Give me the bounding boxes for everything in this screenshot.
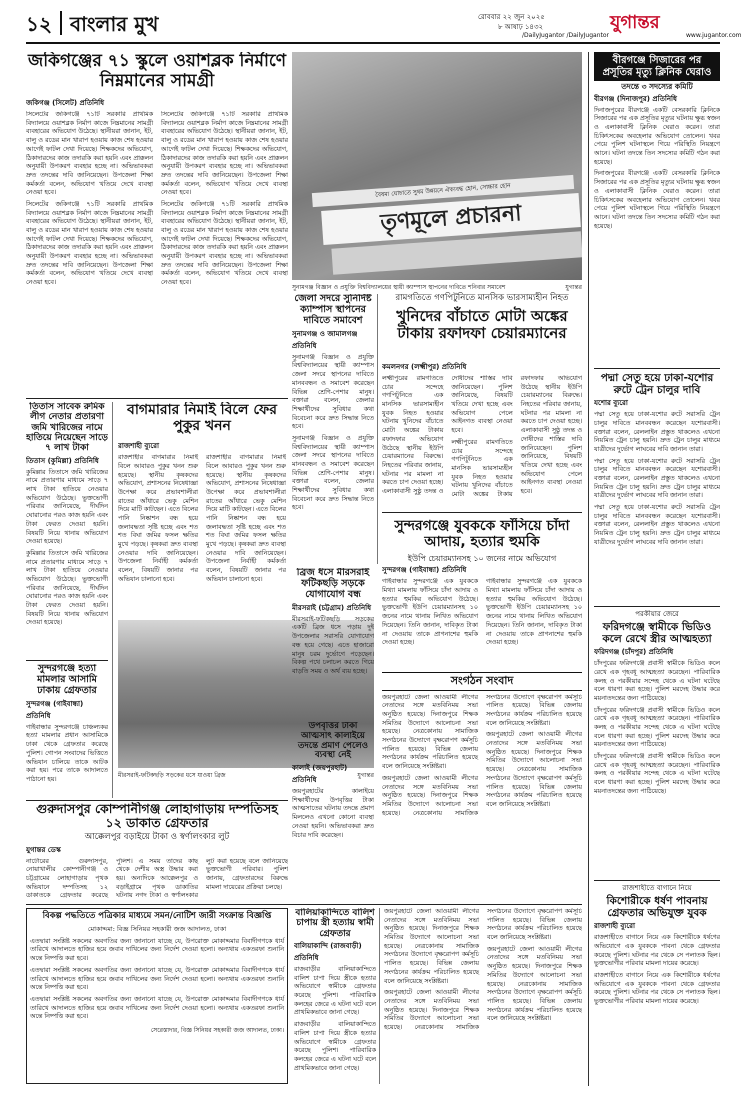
story-padma-train (594, 372, 720, 604)
page-number: ১২ (26, 12, 52, 36)
story-text: রাজশাহীর বাগমারার নিমাই বিলে আবারও পুকুর খনন শুরু হয়েছে। স্থানীয় কৃষকদের অভিযোগ, প্রশাসনের নিষেধাজ্ঞা উপেক্ষা করে প্রভাবশালীরা রাতের আঁধারে ভেকু মেশিন দিয়ে মাটি কাটছেন। এতে বিলের পানি নিষ্কাশন বন্ধ হয়ে জলাবদ্ধতা সৃষ্টি হচ্ছে এবং শত শত বিঘা জমির ফসল ক্ষতির মুখে পড়ছে। কৃষকরা দ্রুত ব্যবস্থা নেওয়ার দাবি জানিয়েছেন। উপজেলা নির্বাহী কর্মকর্তা বলেন, বিষয়টি জানার পর অভিযান চালানো হবে। (118, 454, 198, 583)
headline: বালিয়াকান্দিতে বালিশ চাপায় স্ত্রী হত্যায় স্বামী গ্রেফতার (295, 908, 375, 939)
story-body (118, 454, 286, 614)
headline: কিশোরীকে ধর্ষণ পাবনায় গ্রেফতার অভিযুক্ত যুবক (606, 895, 708, 920)
story-text: রাজশাহীতে বাগানে নিয়ে এক কিশোরীকে ধর্ষণের অভিযোগে এক যুবককে পাবনা থেকে গ্রেফতার করেছে পুলিশ। ঘটনার পর থেকে সে পলাতক ছিল। ভুক্তভোগীর পরিবার মামলা দায়ের করেছে। (594, 971, 720, 1005)
section-rule (382, 512, 582, 513)
story-text: জয়পুরহাটে জেলা আওয়ামী লীগের নেতাদের সঙ্গে মতবিনিময় সভা অনুষ্ঠিত হয়েছে। দিনাজপুরে শিক্ষক সমিতির উদ্যোগে আলোচনা সভা হয়েছে। নেত্রকোনায় সামাজিক সংগঠনের উদ্যোগে বৃক্ষরোপণ কর্মসূচি পালিত হয়েছে। বিভিন্ন জেলায় সংগঠনের কার্যক্রম পরিচালিত হয়েছে বলে জানিয়েছে সংশ্লিষ্টরা। (486, 731, 582, 808)
headline: ফরিদগঞ্জে স্বামীকে ভিডিও কলে রেখে স্ত্রীর আত্মহত্যা (602, 621, 712, 646)
story-body (26, 111, 288, 391)
header-date-bangla: ৮ আষাঢ় ১৪৩২ (498, 23, 544, 31)
story-text: সিলেটের জকিগঞ্জে ৭১টি সরকারি প্রাথমিক বিদ্যালয়ে ওয়াশব্লক নির্মাণ কাজে নিম্নমানের সামগ্রী ব্যবহারের অভিযোগ উঠেছে। স্থানীয়রা জানান, ইট, বালু ও রডের মান খারাপ হওয়ায় কাজ শেষ হওয়ার আগেই ফাটল দেখা দিয়েছে। শিক্ষকদের অভিযোগ, ঠিকাদারদের কাজ তদারকি করা হয়নি এবং প্রাক্কলন অনুযায়ী উপকরণ ব্যবহার হচ্ছে না। অভিভাবকরা দ্রুত তদন্তের দাবি জানিয়েছেন। উপজেলা শিক্ষা কর্মকর্তা বলেন, অভিযোগ খতিয়ে দেখে ব্যবস্থা নেওয়া হবে। (161, 111, 288, 197)
notice-footer: সেরেস্তাদার, বিজ্ঞ সিনিয়র সহকারী জজ আদালত, ঢাকা। (150, 1026, 284, 1034)
banner-top-text: বৈষম্য ঘোচাতে সুষম উন্নয়নে ঐক্যবদ্ধ হোন, সোচ্চার হোন (375, 182, 511, 199)
organization-news (382, 672, 582, 898)
story-bagmara (118, 402, 286, 616)
story-text: সিলেটের জকিগঞ্জে ৭১টি সরকারি প্রাথমিক বিদ্যালয়ে ওয়াশব্লক নির্মাণ কাজে নিম্নমানের সামগ্রী ব্যবহারের অভিযোগ উঠেছে। স্থানীয়রা জানান, ইট, বালু ও রডের মান খারাপ হওয়ায় কাজ শেষ হওয়ার আগেই ফাটল দেখা দিয়েছে। শিক্ষকদের অভিযোগ, ঠিকাদারদের কাজ তদারকি করা হয়নি এবং প্রাক্কলন অনুযায়ী উপকরণ ব্যবহার হচ্ছে না। অভিভাবকরা দ্রুত তদন্তের দাবি জানিয়েছেন। উপজেলা শিক্ষা কর্মকর্তা বলেন, অভিযোগ খতিয়ে দেখে ব্যবস্থা নেওয়া হবে। (26, 111, 153, 197)
story-text: পদ্মা সেতু হয়ে ঢাকা-যশোর রুটে সরাসরি ট্রেন চালুর দাবিতে মানববন্ধন করেছেন যশোরবাসী। বক্তারা বলেন, রেললাইন প্রস্তুত থাকলেও এখনো নিয়মিত ট্রেন চালু হয়নি। দ্রুত ট্রেন চালুর মাধ্যমে যাত্রীদের দুর্ভোগ লাঘবের দাবি জানান তারা। (594, 457, 720, 500)
story-body (382, 375, 582, 508)
court-notice (26, 908, 288, 1084)
headline: বীরগঞ্জে সিজারের পর প্রসূতির মৃত্যু ক্লিনিক ঘেরাও (602, 55, 712, 78)
story-faridganj (594, 610, 720, 878)
story-text: চাঁদপুরের ফরিদগঞ্জে প্রবাসী স্বামীকে ভিডিও কলে রেখে এক গৃহবধূ আত্মহত্যা করেছেন। পারিবারিক কলহ ও পরকীয়ার সন্দেহ থেকে এ ঘটনা ঘটেছে বলে ধারণা করা হচ্ছে। পুলিশ মরদেহ উদ্ধার করে ময়নাতদন্তের জন্য পাঠিয়েছে। (594, 753, 720, 795)
byline: বালিয়াকান্দি (রাজবাড়ী) প্রতিনিধি (294, 942, 362, 963)
story-text: দিনাজপুরের বীরগঞ্জে একটি বেসরকারি ক্লিনিকে সিজারের পর এক প্রসূতির মৃত্যুর ঘটনায় ক্ষুব্ধ স্বজন ও এলাকাবাসী ক্লিনিক ঘেরাও করেন। তারা চিকিৎসকের অবহেলার অভিযোগ তোলেন। খবর পেয়ে পুলিশ ঘটনাস্থলে গিয়ে পরিস্থিতি নিয়ন্ত্রণে আনে। ঘটনা তদন্তে তিন সদস্যের কমিটি গঠন করা হয়েছে। (594, 106, 720, 166)
story-text: সিলেটের জকিগঞ্জে ৭১টি সরকারি প্রাথমিক বিদ্যালয়ে ওয়াশব্লক নির্মাণ কাজে নিম্নমানের সামগ্রী ব্যবহারের অভিযোগ উঠেছে। স্থানীয়রা জানান, ইট, বালু ও রডের মান খারাপ হওয়ায় কাজ শেষ হওয়ার আগেই ফাটল দেখা দিয়েছে। শিক্ষকদের অভিযোগ, ঠিকাদারদের কাজ তদারকি করা হয়নি এবং প্রাক্কলন অনুযায়ী উপকরণ ব্যবহার হচ্ছে না। অভিভাবকরা দ্রুত তদন্তের দাবি জানিয়েছেন। উপজেলা শিক্ষা কর্মকর্তা বলেন, অভিযোগ খতিয়ে দেখে ব্যবস্থা নেওয়া হবে। (26, 200, 153, 287)
byline: রাজশাহী ব্যুরো (118, 442, 160, 451)
story-text: রাজশাহীর বাগমারার নিমাই বিলে আবারও পুকুর খনন শুরু হয়েছে। স্থানীয় কৃষকদের অভিযোগ, প্রশাসনের নিষেধাজ্ঞা উপেক্ষা করে প্রভাবশালীরা রাতের আঁধারে ভেকু মেশিন দিয়ে মাটি কাটছেন। এতে বিলের পানি নিষ্কাশন বন্ধ হয়ে জলাবদ্ধতা সৃষ্টি হচ্ছে এবং শত শত বিঘা জমির ফসল ক্ষতির মুখে পড়ছে। কৃষকরা দ্রুত ব্যবস্থা নেওয়ার দাবি জানিয়েছেন। উপজেলা নির্বাহী কর্মকর্তা বলেন, বিষয়টি জানার পর অভিযান চালানো হবে। (206, 454, 286, 583)
story-text: রাজবাড়ীর বালিয়াকান্দিতে বালিশ চাপা দিয়ে স্ত্রীকে হত্যার অভিযোগে স্বামীকে গ্রেফতার করেছে পুলিশ। পারিবারিক কলহের জেরে এ ঘটনা ঘটে বলে প্রাথমিকভাবে জানা গেছে। (294, 1021, 376, 1072)
byline: জকিগঞ্জ (সিলেট) প্রতিনিধি (26, 99, 105, 108)
story-text: পদ্মা সেতু হয়ে ঢাকা-যশোর রুটে সরাসরি ট্রেন চালুর দাবিতে মানববন্ধন করেছেন যশোরবাসী। বক্তারা বলেন, রেললাইন প্রস্তুত থাকলেও এখনো নিয়মিত ট্রেন চালু হয়নি। দ্রুত ট্রেন চালুর মাধ্যমে যাত্রীদের দুর্ভোগ লাঘবের দাবি জানান তারা। (594, 411, 720, 453)
headline: ব্রিজ ধসে মীরসরাই ফটিকছড়ি সড়কে যোগাযোগ বন্ধ (296, 568, 370, 600)
story-text: কুমিল্লার তিতাসে জমি খারিজের নামে প্রতারণার মাধ্যমে সাড়ে ৭ লাখ টাকা হাতিয়ে নেওয়ার অভিযোগ উঠেছে। ভুক্তভোগী পরিবার জানিয়েছে, দীর্ঘদিন ঘোরানোর পরও কাজ হয়নি এবং টাকা ফেরত দেওয়া হয়নি। বিষয়টি নিয়ে থানায় অভিযোগ দেওয়া হয়েছে। (26, 549, 108, 627)
notice-text: এতদ্বারা সংশ্লিষ্ট সকলের অবগতির জন্য জানানো যাচ্ছে যে, উপরোক্ত মোকাদ্দমার বিবাদীগণকে ধার্য তারিখে আদালতে হাজির হয়ে জবাব দাখিলের জন্য নির্দেশ দেওয়া হলো। অন্যথায় একতরফা শুনানি অন্তে নিষ্পত্তি করা হবে। (30, 937, 284, 963)
story-ramgati-body (382, 360, 582, 508)
story-text: জয়পুরহাটে জেলা আওয়ামী লীগের নেতাদের সঙ্গে মতবিনিময় সভা অনুষ্ঠিত হয়েছে। দিনাজপুরে শিক্ষক সমিতির উদ্যোগে আলোচনা সভা হয়েছে। নেত্রকোনায় সামাজিক সংগঠনের উদ্যোগে বৃক্ষরোপণ কর্মসূচি পালিত হয়েছে। বিভিন্ন জেলায় সংগঠনের কার্যক্রম পরিচালিত হয়েছে বলে জানিয়েছে সংশ্লিষ্টরা। (382, 693, 582, 817)
section-rule (26, 398, 288, 399)
byline: তিতাস (কুমিল্লা) প্রতিনিধি (26, 456, 99, 465)
byline: ফরিদগঞ্জ (চাঁদপুর) প্রতিনিধি (594, 648, 674, 657)
story-text: রাজবাড়ীর বালিয়াকান্দিতে বালিশ চাপা দিয়ে স্ত্রীকে হত্যার অভিযোগে স্বামীকে গ্রেফতার করেছে পুলিশ। পারিবারিক কলহের জেরে এ ঘটনা ঘটে বলে প্রাথমিকভাবে জানা গেছে। (294, 966, 376, 1017)
byline: মীরসরাই (চট্টগ্রাম) প্রতিনিধি (292, 603, 372, 612)
byline: সুন্দরগঞ্জ (গাইবান্ধা) প্রতিনিধি (382, 566, 467, 575)
story-text: চাঁদপুরের ফরিদগঞ্জে প্রবাসী স্বামীকে ভিডিও কলে রেখে এক গৃহবধূ আত্মহত্যা করেছেন। পারিবারিক কলহ ও পরকীয়ার সন্দেহ থেকে এ ঘটনা ঘটেছে বলে ধারণা করা হচ্ছে। পুলিশ মরদেহ উদ্ধার করে ময়নাতদন্তের জন্য পাঠিয়েছে। (594, 706, 720, 749)
story-text: মীরসরাই-ফটিকছড়ি সড়কের একটি ব্রিজ ধসে পড়ায় দুই উপজেলার সরাসরি যোগাযোগ বন্ধ হয়ে গেছে। এতে হাজারো মানুষ চরম দুর্ভোগে পড়েছেন। বিকল্প পথে চলাচল করতে গিয়ে বাড়তি সময় ও অর্থ ব্যয় হচ্ছে। (292, 615, 374, 675)
section-rule (26, 904, 582, 905)
story-kalai (292, 722, 374, 898)
photo-caption (292, 282, 582, 293)
photo-credit: যুগান্তর (565, 284, 582, 291)
byline: কমলনগর (লক্ষ্মীপুর) প্রতিনিধি (382, 363, 467, 371)
kicker: রামগতিতে গণপিটুনিতে মানসিক ভারসাম্যহীন নিহত (395, 293, 569, 303)
byline: সুনামগঞ্জ ও জামালগঞ্জ প্রতিনিধি (292, 329, 358, 350)
header-date: রোববার ২২ জুন ২০২৫ (478, 13, 545, 21)
headline: উপবৃত্তির টাকা আত্মসাৎ কালাইয়ে তদন্তে প্রমাণ পেলেও ব্যবস্থা নেই (298, 722, 368, 761)
section-heading: সংগঠন সংবাদ (382, 672, 582, 691)
headline-box (594, 52, 720, 81)
section-rule (594, 368, 720, 369)
subhead: ইউপি চেয়ারম্যানসহ ১০ জনের নামে অভিযোগ (407, 554, 557, 564)
byline: সুন্দরগঞ্জ (গাইবান্ধা) প্রতিনিধি (26, 699, 84, 720)
story-text: জয়পুরহাটে জেলা আওয়ামী লীগের নেতাদের সঙ্গে মতবিনিময় সভা অনুষ্ঠিত হয়েছে। দিনাজপুরে শিক্ষক সমিতির উদ্যোগে আলোচনা সভা হয়েছে। নেত্রকোনায় সামাজিক সংগঠনের উদ্যোগে বৃক্ষরোপণ কর্মসূচি পালিত হয়েছে। বিভিন্ন জেলায় সংগঠনের কার্যক্রম পরিচালিত হয়েছে বলে জানিয়েছে সংশ্লিষ্টরা। (384, 908, 479, 985)
story-body (26, 858, 288, 900)
header-rule (26, 42, 720, 44)
story-text: লক্ষ্মীপুরের রামগতিতে চোর সন্দেহে গণপিটুনিতে এক মানসিক ভারসাম্যহীন যুবক নিহত হওয়ার ঘটনায় খুনিদের বাঁচাতে মোটা অঙ্কের টাকায় রফাদফার অভিযোগ উঠেছে স্থানীয় ইউপি চেয়ারম্যানের বিরুদ্ধে। নিহতের পরিবার জানায়, ঘটনার পর মামলা না করতে চাপ দেওয়া হচ্ছে। এলাকাবাসী সুষ্ঠু তদন্ত ও দোষীদের শাস্তির দাবি জানিয়েছেন। পুলিশ জানিয়েছে, বিষয়টি খতিয়ে দেখা হচ্ছে এবং অভিযোগ পেলে আইনগত ব্যবস্থা নেওয়া হবে। (451, 375, 582, 498)
byline: রাজশাহী ব্যুরো (594, 922, 636, 931)
story-text: গাইবান্ধার সুন্দরগঞ্জে এক যুবককে মিথ্যা মামলায় ফাঁসিয়ে চাঁদা আদায় ও হত্যার হুমকির অভিযোগ উঠেছে। ভুক্তভোগী ইউপি চেয়ারম্যানসহ ১০ জনের নামে থানায় লিখিত অভিযোগ দিয়েছেন। তিনি জানান, দাবিকৃত টাকা না দেওয়ায় তাকে প্রাণনাশের হুমকি দেওয়া হচ্ছে। (486, 578, 582, 647)
subhead: আক্কেলপুর বড়াইয়ে টাকা ও স্বর্ণালংকার লুট (84, 831, 230, 842)
rally-photo (292, 52, 582, 280)
headline: গুরুদাসপুর কোম্পানীগঞ্জ লোহাগাড়ায় দম্পতিসহ ১২ ডাকাত গ্রেফতার (36, 802, 278, 831)
story-birganj (594, 52, 720, 366)
organization-news-continued (384, 908, 582, 1084)
banner-main-text: তৃণমূলে প্রচারনা (379, 201, 523, 236)
headline: পদ্মা সেতু হয়ে ঢাকা-যশোর রুটে ট্রেন চালুর দাবি (600, 372, 714, 397)
story-text: জয়পুরহাটের কালাইয়ে শিক্ষার্থীদের উপবৃত্তির টাকা আত্মসাতের ঘটনায় তদন্তে প্রমাণ মিললেও এখনো কোনো ব্যবস্থা নেওয়া হয়নি। অভিভাবকরা দ্রুত বিচার দাবি করেছেন। (292, 788, 374, 839)
kicker: পরকীয়ার জেরে (635, 610, 679, 618)
section-body (384, 908, 582, 1084)
section-rule (594, 880, 720, 881)
story-bridge (292, 568, 374, 718)
kicker: রাজশাহীতে বাগানে নিয়ে (622, 884, 692, 892)
story-body (382, 578, 582, 658)
story-text: জয়পুরহাটে জেলা আওয়ামী লীগের নেতাদের সঙ্গে মতবিনিময় সভা অনুষ্ঠিত হয়েছে। দিনাজপুরে শিক্ষক সমিতির উদ্যোগে আলোচনা সভা হয়েছে। নেত্রকোনায় সামাজিক সংগঠনের উদ্যোগে বৃক্ষরোপণ কর্মসূচি পালিত হয়েছে। বিভিন্ন জেলায় সংগঠনের কার্যক্রম পরিচালিত হয়েছে বলে জানিয়েছে সংশ্লিষ্টরা। (382, 693, 478, 771)
headline: জেলা সদরে সুনির্দিষ্ট ক্যাম্পাস স্থাপনের দাবিতে সমাবেশ (294, 294, 372, 326)
section-rule (26, 800, 288, 801)
story-text: জয়পুরহাটে জেলা আওয়ামী লীগের নেতাদের সঙ্গে মতবিনিময় সভা অনুষ্ঠিত হয়েছে। দিনাজপুরে শিক্ষক সমিতির উদ্যোগে আলোচনা সভা হয়েছে। নেত্রকোনায় সামাজিক সংগঠনের উদ্যোগে বৃক্ষরোপণ কর্মসূচি পালিত হয়েছে। বিভিন্ন জেলায় সংগঠনের কার্যক্রম পরিচালিত হয়েছে বলে জানিয়েছে সংশ্লিষ্টরা। (384, 908, 582, 1031)
story-text: কুমিল্লার তিতাসে জমি খারিজের নামে প্রতারণার মাধ্যমে সাড়ে ৭ লাখ টাকা হাতিয়ে নেওয়ার অভিযোগ উঠেছে। ভুক্তভোগী পরিবার জানিয়েছে, দীর্ঘদিন ঘোরানোর পরও কাজ হয়নি এবং টাকা ফেরত দেওয়া হয়নি। বিষয়টি নিয়ে থানায় অভিযোগ দেওয়া হয়েছে। (26, 468, 108, 546)
column-divider (379, 908, 380, 1084)
byline: যুগান্তর ডেস্ক (26, 845, 61, 854)
notice-text: এতদ্বারা সংশ্লিষ্ট সকলের অবগতির জন্য জানানো যাচ্ছে যে, উপরোক্ত মোকাদ্দমার বিবাদীগণকে ধার্য তারিখে আদালতে হাজির হয়ে জবাব দাখিলের জন্য নির্দেশ দেওয়া হলো। অন্যথায় একতরফা শুনানি অন্তে নিষ্পত্তি করা হবে। (30, 966, 284, 992)
story-text: সিলেটের জকিগঞ্জে ৭১টি সরকারি প্রাথমিক বিদ্যালয়ে ওয়াশব্লক নির্মাণ কাজে নিম্নমানের সামগ্রী ব্যবহারের অভিযোগ উঠেছে। স্থানীয়রা জানান, ইট, বালু ও রডের মান খারাপ হওয়ায় কাজ শেষ হওয়ার আগেই ফাটল দেখা দিয়েছে। শিক্ষকদের অভিযোগ, ঠিকাদারদের কাজ তদারকি করা হয়নি এবং প্রাক্কলন অনুযায়ী উপকরণ ব্যবহার হচ্ছে না। অভিভাবকরা দ্রুত তদন্তের দাবি জানিয়েছেন। উপজেলা শিক্ষা কর্মকর্তা বলেন, অভিযোগ খতিয়ে দেখে ব্যবস্থা নেওয়া হবে। (161, 200, 288, 287)
section-rule (26, 660, 108, 661)
headline: জকিগঞ্জের ৭১ স্কুলে ওয়াশব্লক নির্মাণে নিম্নমানের সামগ্রী (27, 52, 287, 91)
story-dacoits (26, 802, 288, 900)
byline: বীরগঞ্জ (দিনাজপুর) প্রতিনিধি (594, 94, 677, 103)
story-text: দিনাজপুরের বীরগঞ্জে একটি বেসরকারি ক্লিনিকে সিজারের পর এক প্রসূতির মৃত্যুর ঘটনায় ক্ষুব্ধ স্বজন ও এলাকাবাসী ক্লিনিক ঘেরাও করেন। তারা চিকিৎসকের অবহেলার অভিযোগ তোলেন। খবর পেয়ে পুলিশ ঘটনাস্থলে গিয়ে পরিস্থিতি নিয়ন্ত্রণে আনে। ঘটনা তদন্তে তিন সদস্যের কমিটি গঠন করা হয়েছে। (594, 170, 720, 230)
story-text: রাজশাহীতে বাগানে নিয়ে এক কিশোরীকে ধর্ষণের অভিযোগে এক যুবককে পাবনা থেকে গ্রেফতার করেছে পুলিশ। ঘটনার পর থেকে সে পলাতক ছিল। ভুক্তভোগীর পরিবার মামলা দায়ের করেছে। (594, 934, 720, 968)
headline: বাগমারার নিমাই বিলে ফের পুকুর খনন (127, 402, 277, 435)
story-baliakandi (294, 908, 376, 1084)
headline: তিতাস সাবেক রুমিক লীগ নেতার প্রতারণা জমি খারিজের নামে হাতিয়ে নিয়েছেন সাড়ে ৭ লাখ টাকা (26, 402, 108, 454)
masthead (26, 8, 742, 42)
byline: কালাই (জয়পুরহাট) প্রতিনিধি (292, 764, 348, 785)
story-sundarganj-extortion (382, 518, 582, 668)
social-handles: /DailyJugantor /DailyJugantor (522, 32, 610, 39)
photo-credit: যুগান্তর (357, 772, 374, 779)
subhead: তদন্তে ৩ সদস্যের কমিটি (621, 82, 693, 91)
notice-text: এতদ্বারা সংশ্লিষ্ট সকলের অবগতির জন্য জানানো যাচ্ছে যে, উপরোক্ত মোকাদ্দমার বিবাদীগণকে ধার্য তারিখে আদালতে হাজির হয়ে জবাব দাখিলের জন্য নির্দেশ দেওয়া হলো। অন্যথায় একতরফা শুনানি অন্তে নিষ্পত্তি করা হবে। (30, 995, 284, 1021)
headline: সুন্দরগঞ্জে যুবককে ফাঁসিয়ে চাঁদা আদায়, হত্যার হুমকি (394, 518, 570, 551)
notice-subtitle: মোকাদ্দমা: বিজ্ঞ সিনিয়র সহকারী জজ আদালত, ঢাকা (87, 924, 227, 933)
story-text: জয়পুরহাটে জেলা আওয়ামী লীগের নেতাদের সঙ্গে মতবিনিময় সভা অনুষ্ঠিত হয়েছে। দিনাজপুরে শিক্ষক সমিতির উদ্যোগে আলোচনা সভা হয়েছে। নেত্রকোনায় সামাজিক সংগঠনের উদ্যোগে বৃক্ষরোপণ কর্মসূচি পালিত হয়েছে। বিভিন্ন জেলায় সংগঠনের কার্যক্রম পরিচালিত হয়েছে বলে জানিয়েছে সংশ্লিষ্টরা। (487, 945, 582, 1023)
story-jakiganj (26, 52, 288, 396)
story-text: চাঁদপুরের ফরিদগঞ্জে প্রবাসী স্বামীকে ভিডিও কলে রেখে এক গৃহবধূ আত্মহত্যা করেছেন। পারিবারিক কলহ ও পরকীয়ার সন্দেহ থেকে এ ঘটনা ঘটেছে বলে ধারণা করা হচ্ছে। পুলিশ মরদেহ উদ্ধার করে ময়নাতদন্তের জন্য পাঠিয়েছে। (594, 660, 720, 702)
story-text: পদ্মা সেতু হয়ে ঢাকা-যশোর রুটে সরাসরি ট্রেন চালুর দাবিতে মানববন্ধন করেছেন যশোরবাসী। বক্তারা বলেন, রেললাইন প্রস্তুত থাকলেও এখনো নিয়মিত ট্রেন চালু হয়নি। দ্রুত ট্রেন চালুর মাধ্যমে যাত্রীদের দুর্ভোগ লাঘবের দাবি জানান তারা। (594, 504, 720, 546)
story-rajshahi (594, 884, 720, 1086)
caption-text: সুনামগঞ্জ বিজ্ঞান ও প্রযুক্তি বিশ্ববিদ্যালয়ের স্থায়ী ক্যাম্পাস স্থাপনের দাবিতে শনিবার সমাবেশ (292, 284, 506, 291)
story-text: নাটোরের গুরুদাসপুর, নোয়াখালীর কোম্পানীগঞ্জ ও চট্টগ্রামের লোহাগাড়ায় পৃথক অভিযানে দম্পতিসহ ১২ ডাকাতকে গ্রেফতার করেছে পুলিশ। এ সময় তাদের কাছ থেকে দেশীয় অস্ত্র উদ্ধার করা হয়। অন্যদিকে আক্কেলপুর ও বড়াইগ্রামে পৃথক ডাকাতির ঘটনায় নগদ টাকা ও স্বর্ণালংকার লুট করা হয়েছে বলে জানিয়েছে ভুক্তভোগী পরিবার। পুলিশ জানায়, গ্রেফতারদের বিরুদ্ধে মামলা দায়েরের প্রক্রিয়া চলছে। (26, 857, 288, 900)
story-text: গাইবান্ধার সুন্দরগঞ্জে চাঞ্চল্যকর হত্যা মামলার প্রধান আসামিকে ঢাকা থেকে গ্রেফতার করেছে পুলিশ। গোপন সংবাদের ভিত্তিতে অভিযান চালিয়ে তাকে আটক করা হয়। পরে তাকে আদালতে পাঠানো হয়। (26, 723, 108, 783)
story-text: গাইবান্ধার সুন্দরগঞ্জে এক যুবককে মিথ্যা মামলায় ফাঁসিয়ে চাঁদা আদায় ও হত্যার হুমকির অভিযোগ উঠেছে। ভুক্তভোগী ইউপি চেয়ারম্যানসহ ১০ জনের নামে থানায় লিখিত অভিযোগ দিয়েছেন। তিনি জানান, দাবিকৃত টাকা না দেওয়ায় তাকে প্রাণনাশের হুমকি দেওয়া হচ্ছে। (382, 578, 478, 647)
story-campus (292, 294, 374, 564)
headline: খুনিদের বাঁচাতে মোটা অঙ্কের টাকায় রফাদফা চেয়ারম্যানের (396, 306, 568, 343)
notice-title: বিকল্প পদ্ধতিতে পত্রিকার মাধ্যমে সমন/নোটিশ জারী সংক্রান্ত বিজ্ঞপ্তি (42, 911, 272, 921)
column-divider (377, 294, 378, 564)
byline: যশোর ব্যুরো (594, 399, 628, 408)
story-text: লক্ষ্মীপুরের রামগতিতে চোর সন্দেহে গণপিটুনিতে এক মানসিক ভারসাম্যহীন যুবক নিহত হওয়ার ঘটনায় খুনিদের বাঁচাতে মোটা অঙ্কের টাকায় রফাদফার অভিযোগ উঠেছে স্থানীয় ইউপি চেয়ারম্যানের বিরুদ্ধে। নিহতের পরিবার জানায়, ঘটনার পর মামলা না করতে চাপ দেওয়া হচ্ছে। এলাকাবাসী সুষ্ঠু তদন্ত ও দোষীদের শাস্তির দাবি জানিয়েছেন। পুলিশ জানিয়েছে, বিষয়টি খতিয়ে দেখা হচ্ছে এবং অভিযোগ পেলে আইনগত ব্যবস্থা নেওয়া হবে। (382, 375, 513, 495)
headline: সুন্দরগঞ্জে হত্যা মামলার আসামি ঢাকায় গ্রেফতার (37, 664, 97, 696)
section-title: বাংলার মুখ (70, 12, 159, 36)
story-text: সুনামগঞ্জ বিজ্ঞান ও প্রযুক্তি বিশ্ববিদ্যালয়ের স্থায়ী ক্যাম্পাস জেলা সদরে স্থাপনের দাবিতে মানববন্ধন ও সমাবেশ করেছেন বিভিন্ন শ্রেণি-পেশার মানুষ। বক্তারা বলেন, জেলার শিক্ষার্থীদের সুবিধার কথা বিবেচনা করে দ্রুত সিদ্ধান্ত নিতে হবে। (292, 434, 374, 512)
story-text: সুনামগঞ্জ বিজ্ঞান ও প্রযুক্তি বিশ্ববিদ্যালয়ের স্থায়ী ক্যাম্পাস জেলা সদরে স্থাপনের দাবিতে মানববন্ধন ও সমাবেশ করেছেন বিভিন্ন শ্রেণি-পেশার মানুষ। বক্তারা বলেন, জেলার শিক্ষার্থীদের সুবিধার কথা বিবেচনা করে দ্রুত সিদ্ধান্ত নিতে হবে। (292, 353, 374, 431)
column-divider (112, 402, 113, 798)
paper-logo: যুগান্তর (610, 12, 660, 33)
right-column-divider (588, 52, 589, 1086)
story-ramgati (382, 293, 582, 343)
caption-text: মীরসরাই-ফটিকছড়ি সড়কের ধসে যাওয়া ব্রিজ (118, 772, 226, 779)
section-body (382, 694, 582, 894)
story-titas (26, 402, 108, 658)
section-rule (594, 606, 720, 607)
masthead-divider (60, 11, 62, 35)
site-url: www.jugantor.com (686, 32, 742, 39)
story-sundarganj-murder (26, 664, 108, 798)
